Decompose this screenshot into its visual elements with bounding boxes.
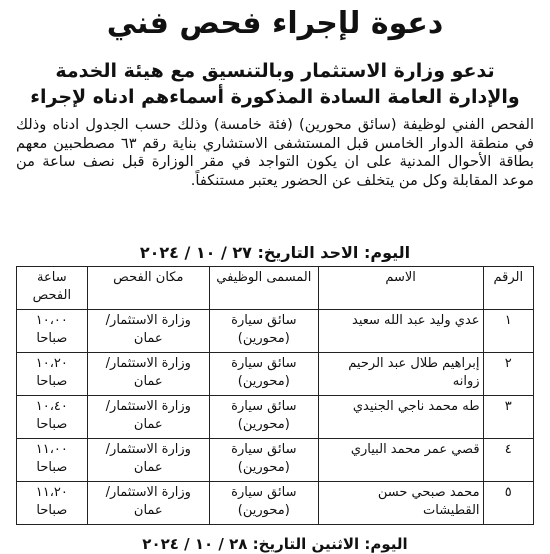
- row-job: سائق سيارة (محورين): [209, 439, 318, 482]
- row-place: وزارة الاستثمار/ عمان: [87, 310, 209, 353]
- table-row: [17, 310, 534, 353]
- row-time: ١١،٠٠ صباحا: [17, 439, 88, 482]
- row-job: سائق سيارة (محورين): [209, 353, 318, 396]
- row-place: وزارة الاستثمار/ عمان: [87, 353, 209, 396]
- row-time: ١١،٢٠ صباحا: [17, 482, 88, 525]
- row-job: سائق سيارة (محورين): [209, 482, 318, 525]
- table-row: [17, 353, 534, 396]
- header-time: ساعة الفحص: [17, 267, 88, 310]
- row-num: ٤: [483, 439, 533, 482]
- candidates-table: [16, 266, 534, 525]
- row-time: ١٠،٠٠ صباحا: [17, 310, 88, 353]
- row-name: إبراهيم طلال عبد الرحيم زوانه: [318, 353, 483, 396]
- row-place: وزارة الاستثمار/ عمان: [87, 482, 209, 525]
- row-num: ٥: [483, 482, 533, 525]
- table-row: [17, 439, 534, 482]
- header-num: الرقم: [483, 267, 533, 310]
- next-date-line: اليوم: الاثنين التاريخ: ٢٨ / ١٠ / ٢٠٢٤: [142, 535, 408, 553]
- table-row: [17, 482, 534, 525]
- date-line: اليوم: الاحد التاريخ: ٢٧ / ١٠ / ٢٠٢٤: [139, 243, 411, 262]
- body-paragraph: الفحص الفني لوظيفة (سائق محورين) (فئة خامسة) وذلك حسب الجدول ادناه وذلك في منطقة الدوار الخامس قبل المستشفى الاستشاري بناية رقم ٦٣ مصطحبين معهم بطاقة الأحوال المدنية على ان يكون التواجد في مقر الوزارة قبل نصف ساعة من موعد المقابلة وكل من يتخلف عن الحضور يعتبر مستنكفاً.: [16, 116, 534, 189]
- table-header-row: [17, 267, 534, 310]
- subtitle-line-1: تدعو وزارة الاستثمار وبالتنسيق مع هيئة الخدمة: [55, 60, 495, 82]
- row-name: طه محمد ناجي الجنيدي: [318, 396, 483, 439]
- row-job: سائق سيارة (محورين): [209, 310, 318, 353]
- row-time: ١٠،٤٠ صباحا: [17, 396, 88, 439]
- page-title: دعوة لإجراء فحص فني: [106, 6, 444, 41]
- row-num: ٣: [483, 396, 533, 439]
- row-name: عدي وليد عبد الله سعيد: [318, 310, 483, 353]
- row-name: قصي عمر محمد البياري: [318, 439, 483, 482]
- row-num: ٢: [483, 353, 533, 396]
- subtitle-line-2: والإدارة العامة السادة المذكورة أسماءهم ادناه لإجراء: [30, 86, 520, 108]
- row-name: محمد صبحي حسن القطيشات: [318, 482, 483, 525]
- header-name: الاسم: [318, 267, 483, 310]
- header-job: المسمى الوظيفي: [209, 267, 318, 310]
- row-place: وزارة الاستثمار/ عمان: [87, 396, 209, 439]
- row-time: ١٠،٢٠ صباحا: [17, 353, 88, 396]
- row-place: وزارة الاستثمار/ عمان: [87, 439, 209, 482]
- header-place: مكان الفحص: [87, 267, 209, 310]
- table-row: [17, 396, 534, 439]
- row-job: سائق سيارة (محورين): [209, 396, 318, 439]
- row-num: ١: [483, 310, 533, 353]
